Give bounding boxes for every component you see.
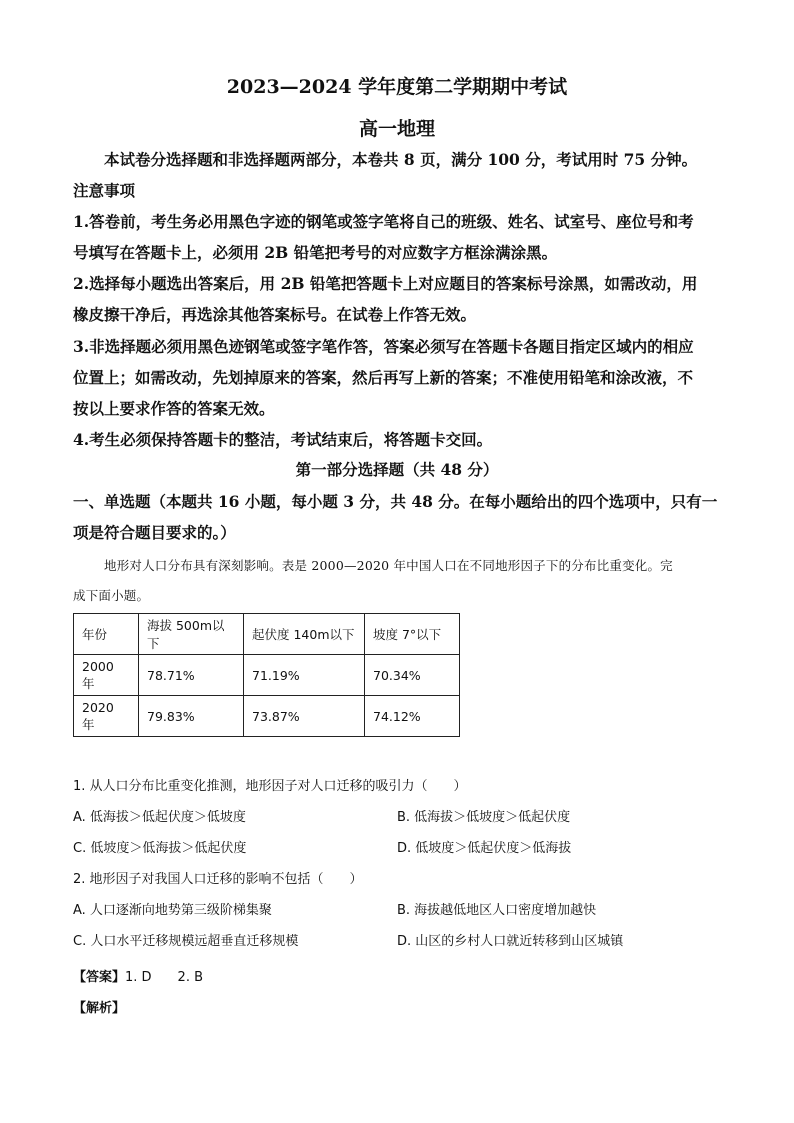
notice-line: 1.答卷前，考生务必用黑色字迹的钢笔或签字笔将自己的班级、姓名、试室号、座位号和考 xyxy=(73,212,694,231)
section-instruction: 一、单选题（本题共 16 小题，每小题 3 分，共 48 分。在每小题给出的四个选项中，只有一 xyxy=(73,492,718,511)
question-stem: 1. 从人口分布比重变化推测，地形因子对人口迁移的吸引力（ ） xyxy=(73,779,467,794)
table-cell: 78.71% xyxy=(139,655,244,696)
notice-line: 号填写在答题卡上，必须用 2B 铅笔把考号的对应数字方框涂满涂黑。 xyxy=(73,243,558,262)
material-text: 成下面小题。 xyxy=(73,588,150,603)
option-item: C. 人口水平迁移规模远超垂直迁移规模 xyxy=(73,934,299,949)
part-heading: 第一部分选择题（共 48 分） xyxy=(295,460,499,479)
table-row xyxy=(74,696,460,737)
section-instruction: 项是符合题目要求的。） xyxy=(73,523,236,542)
notice-line: 2.选择每小题选出答案后，用 2B 铅笔把答题卡上对应题目的答案标号涂黑，如需改动，用 xyxy=(73,274,698,293)
population-table xyxy=(73,613,460,737)
notice-line: 位置上；如需改动，先划掉原来的答案，然后再写上新的答案；不准使用铅笔和涂改液，不 xyxy=(73,368,694,387)
table-cell: 73.87% xyxy=(244,696,365,737)
table-row xyxy=(74,655,460,696)
option-item: A. 低海拔＞低起伏度＞低坡度 xyxy=(73,810,246,825)
intro-text: 本试卷分选择题和非选择题两部分，本卷共 8 页，满分 100 分，考试用时 75 分钟。 xyxy=(104,150,698,169)
notice-heading: 注意事项 xyxy=(73,181,136,200)
answer-line xyxy=(73,966,203,985)
analysis-label: 【解析】 xyxy=(73,1001,126,1016)
option-item: A. 人口逐渐向地势第三级阶梯集聚 xyxy=(73,903,272,918)
table-header-cell: 坡度 7°以下 xyxy=(365,614,460,655)
exam-title: 2023—2024 学年度第二学期期中考试 xyxy=(226,76,568,98)
answer-label: 【答案】 xyxy=(73,970,126,985)
table-header-cell: 起伏度 140m以下 xyxy=(244,614,365,655)
table-header-row xyxy=(74,614,460,655)
table-header-cell: 海拔 500m以下 xyxy=(139,614,244,655)
material-text: 地形对人口分布具有深刻影响。表是 2000—2020 年中国人口在不同地形因子下的分布比重变化。完 xyxy=(104,558,673,573)
notice-line: 橡皮擦干净后，再选涂其他答案标号。在试卷上作答无效。 xyxy=(73,305,477,324)
notice-line: 3.非选择题必须用黑色迹钢笔或签字笔作答，答案必须写在答题卡各题目指定区域内的相应 xyxy=(73,337,694,356)
option-item: B. 海拔越低地区人口密度增加越快 xyxy=(397,903,597,918)
option-item: D. 山区的乡村人口就近转移到山区城镇 xyxy=(397,934,624,949)
notice-line: 4.考生必须保持答题卡的整洁，考试结束后，将答题卡交回。 xyxy=(73,430,493,449)
notice-line: 按以上要求作答的答案无效。 xyxy=(73,399,275,418)
table-cell: 2020 年 xyxy=(74,696,139,737)
table-header-cell: 年份 xyxy=(74,614,139,655)
question-stem: 2. 地形因子对我国人口迁移的影响不包括（ ） xyxy=(73,872,363,887)
analysis-line xyxy=(73,997,125,1016)
table-cell: 71.19% xyxy=(244,655,365,696)
option-item: D. 低坡度＞低起伏度＞低海拔 xyxy=(397,841,572,856)
table-cell: 70.34% xyxy=(365,655,460,696)
table-cell: 2000 年 xyxy=(74,655,139,696)
table-cell: 79.83% xyxy=(139,696,244,737)
option-item: B. 低海拔＞低坡度＞低起伏度 xyxy=(397,810,571,825)
subject-title: 高一地理 xyxy=(358,118,435,140)
answer-value: 1. D 2. B xyxy=(125,970,204,985)
option-item: C. 低坡度＞低海拔＞低起伏度 xyxy=(73,841,247,856)
table-cell: 74.12% xyxy=(365,696,460,737)
